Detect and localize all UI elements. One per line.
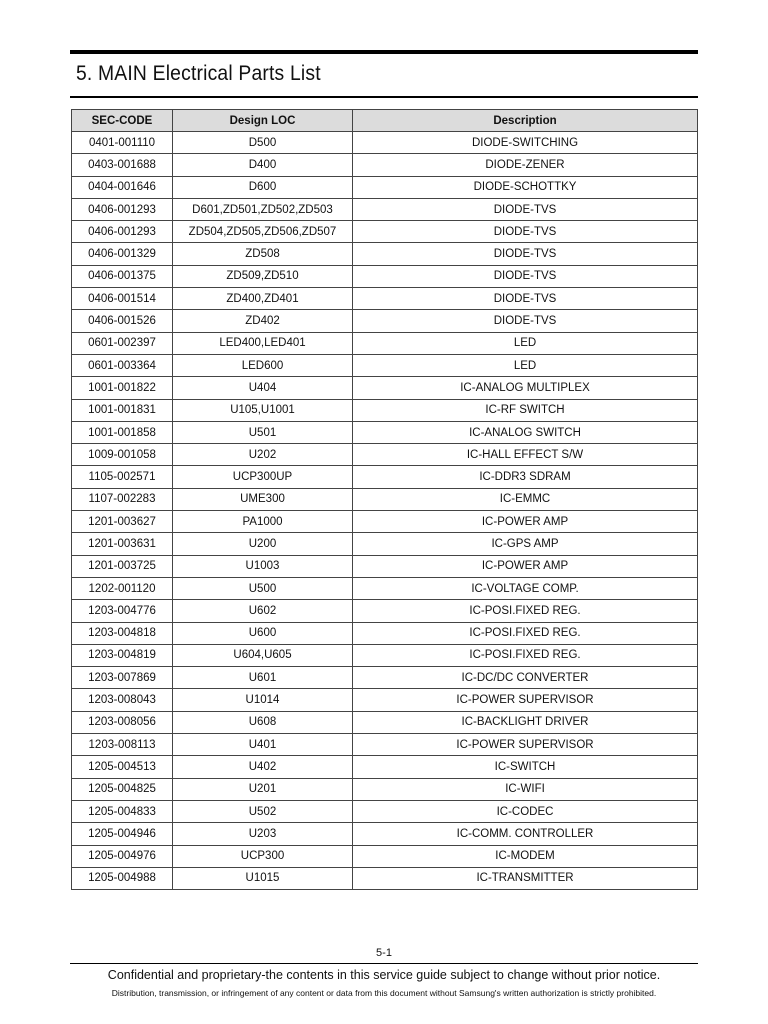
table-row	[72, 488, 698, 510]
design-loc-cell: U600	[173, 622, 353, 644]
table-body	[72, 132, 698, 890]
design-loc-cell: UME300	[173, 488, 353, 510]
sec-code-cell: 1203-004818	[72, 622, 173, 644]
description-cell: IC-BACKLIGHT DRIVER	[353, 711, 698, 733]
description-cell: DIODE-TVS	[353, 288, 698, 310]
sec-code-cell: 1001-001858	[72, 421, 173, 443]
design-loc-cell: UCP300UP	[173, 466, 353, 488]
description-cell: DIODE-SWITCHING	[353, 132, 698, 154]
table-row	[72, 711, 698, 733]
design-loc-cell: U202	[173, 444, 353, 466]
description-cell: IC-WIFI	[353, 778, 698, 800]
design-loc-cell: U601	[173, 667, 353, 689]
table-row	[72, 132, 698, 154]
description-cell: IC-HALL EFFECT S/W	[353, 444, 698, 466]
header-sec-code: SEC-CODE	[72, 110, 173, 132]
design-loc-cell: U201	[173, 778, 353, 800]
sec-code-cell: 0406-001375	[72, 265, 173, 287]
table-row	[72, 622, 698, 644]
design-loc-cell: ZD402	[173, 310, 353, 332]
sec-code-cell: 0406-001293	[72, 221, 173, 243]
header-row	[72, 110, 698, 132]
table-row	[72, 176, 698, 198]
sec-code-cell: 0406-001329	[72, 243, 173, 265]
description-cell: IC-POSI.FIXED REG.	[353, 600, 698, 622]
table-row	[72, 444, 698, 466]
sec-code-cell: 1107-002283	[72, 488, 173, 510]
sec-code-cell: 1205-004946	[72, 823, 173, 845]
design-loc-cell: ZD400,ZD401	[173, 288, 353, 310]
table-row	[72, 756, 698, 778]
footer-distribution-notice: Distribution, transmission, or infringement of any content or data from this document without Samsung's written authorization is strictly prohibited.	[111, 988, 657, 998]
design-loc-cell: U1015	[173, 867, 353, 889]
description-cell: IC-DC/DC CONVERTER	[353, 667, 698, 689]
table-row	[72, 243, 698, 265]
sec-code-cell: 0406-001526	[72, 310, 173, 332]
parts-table	[71, 109, 698, 890]
description-cell: DIODE-TVS	[353, 243, 698, 265]
table-row	[72, 288, 698, 310]
design-loc-cell: U500	[173, 577, 353, 599]
description-cell: DIODE-SCHOTTKY	[353, 176, 698, 198]
sec-code-cell: 1001-001831	[72, 399, 173, 421]
description-cell: DIODE-TVS	[353, 310, 698, 332]
design-loc-cell: U1003	[173, 555, 353, 577]
design-loc-cell: ZD504,ZD505,ZD506,ZD507	[173, 221, 353, 243]
design-loc-cell: U1014	[173, 689, 353, 711]
footer-confidential-notice: Confidential and proprietary-the contents in this service guide subject to change without prior notice.	[107, 968, 661, 982]
sec-code-cell: 1201-003725	[72, 555, 173, 577]
description-cell: IC-COMM. CONTROLLER	[353, 823, 698, 845]
sec-code-cell: 1009-001058	[72, 444, 173, 466]
header-design-loc: Design LOC	[173, 110, 353, 132]
design-loc-cell: U402	[173, 756, 353, 778]
title-rule	[70, 96, 698, 98]
description-cell: IC-VOLTAGE COMP.	[353, 577, 698, 599]
sec-code-cell: 1203-008043	[72, 689, 173, 711]
table-row	[72, 667, 698, 689]
sec-code-cell: 0601-002397	[72, 332, 173, 354]
design-loc-cell: LED400,LED401	[173, 332, 353, 354]
sec-code-cell: 1203-004819	[72, 644, 173, 666]
table-row	[72, 555, 698, 577]
sec-code-cell: 1205-004513	[72, 756, 173, 778]
sec-code-cell: 1205-004976	[72, 845, 173, 867]
design-loc-cell: U501	[173, 421, 353, 443]
design-loc-cell: D600	[173, 176, 353, 198]
sec-code-cell: 1001-001822	[72, 377, 173, 399]
sec-code-cell: 1203-007869	[72, 667, 173, 689]
design-loc-cell: LED600	[173, 354, 353, 376]
table-row	[72, 466, 698, 488]
table-row	[72, 800, 698, 822]
description-cell: IC-POWER AMP	[353, 511, 698, 533]
description-cell: IC-ANALOG SWITCH	[353, 421, 698, 443]
description-cell: IC-DDR3 SDRAM	[353, 466, 698, 488]
sec-code-cell: 1202-001120	[72, 577, 173, 599]
sec-code-cell: 1201-003627	[72, 511, 173, 533]
description-cell: LED	[353, 332, 698, 354]
sec-code-cell: 1205-004988	[72, 867, 173, 889]
design-loc-cell: U602	[173, 600, 353, 622]
description-cell: DIODE-TVS	[353, 221, 698, 243]
table-row	[72, 867, 698, 889]
description-cell: IC-TRANSMITTER	[353, 867, 698, 889]
design-loc-cell: UCP300	[173, 845, 353, 867]
description-cell: IC-POWER SUPERVISOR	[353, 689, 698, 711]
sec-code-cell: 0403-001688	[72, 154, 173, 176]
page-number: 5-1	[376, 947, 392, 959]
design-loc-cell: U401	[173, 734, 353, 756]
table-row	[72, 265, 698, 287]
description-cell: IC-POSI.FIXED REG.	[353, 644, 698, 666]
sec-code-cell: 0406-001293	[72, 198, 173, 220]
design-loc-cell: U203	[173, 823, 353, 845]
description-cell: DIODE-ZENER	[353, 154, 698, 176]
description-cell: IC-POWER SUPERVISOR	[353, 734, 698, 756]
table-row	[72, 845, 698, 867]
sec-code-cell: 0401-001110	[72, 132, 173, 154]
table-row	[72, 778, 698, 800]
sec-code-cell: 1205-004825	[72, 778, 173, 800]
description-cell: LED	[353, 354, 698, 376]
table-header	[72, 110, 698, 132]
table-row	[72, 511, 698, 533]
sec-code-cell: 1203-004776	[72, 600, 173, 622]
description-cell: IC-POSI.FIXED REG.	[353, 622, 698, 644]
sec-code-cell: 0404-001646	[72, 176, 173, 198]
sec-code-cell: 0601-003364	[72, 354, 173, 376]
table-row	[72, 577, 698, 599]
table-row	[72, 198, 698, 220]
design-loc-cell: D400	[173, 154, 353, 176]
table-row	[72, 823, 698, 845]
description-cell: IC-ANALOG MULTIPLEX	[353, 377, 698, 399]
design-loc-cell: D500	[173, 132, 353, 154]
table-row	[72, 221, 698, 243]
table-row	[72, 354, 698, 376]
table-row	[72, 689, 698, 711]
table-row	[72, 332, 698, 354]
description-cell: IC-RF SWITCH	[353, 399, 698, 421]
table-row	[72, 377, 698, 399]
sec-code-cell: 1203-008113	[72, 734, 173, 756]
description-cell: DIODE-TVS	[353, 198, 698, 220]
design-loc-cell: ZD509,ZD510	[173, 265, 353, 287]
sec-code-cell: 1105-002571	[72, 466, 173, 488]
sec-code-cell: 0406-001514	[72, 288, 173, 310]
page-title: 5. MAIN Electrical Parts List	[76, 62, 321, 85]
design-loc-cell: U502	[173, 800, 353, 822]
description-cell: IC-MODEM	[353, 845, 698, 867]
footer-rule	[70, 963, 698, 964]
description-cell: DIODE-TVS	[353, 265, 698, 287]
table-row	[72, 421, 698, 443]
description-cell: IC-EMMC	[353, 488, 698, 510]
design-loc-cell: D601,ZD501,ZD502,ZD503	[173, 198, 353, 220]
top-rule	[70, 50, 698, 54]
table-row	[72, 600, 698, 622]
description-cell: IC-GPS AMP	[353, 533, 698, 555]
description-cell: IC-CODEC	[353, 800, 698, 822]
header-description: Description	[353, 110, 698, 132]
design-loc-cell: U105,U1001	[173, 399, 353, 421]
table-row	[72, 154, 698, 176]
table-row	[72, 644, 698, 666]
design-loc-cell: U608	[173, 711, 353, 733]
design-loc-cell: ZD508	[173, 243, 353, 265]
description-cell: IC-SWITCH	[353, 756, 698, 778]
sec-code-cell: 1205-004833	[72, 800, 173, 822]
table-row	[72, 533, 698, 555]
table-row	[72, 310, 698, 332]
sec-code-cell: 1203-008056	[72, 711, 173, 733]
design-loc-cell: U200	[173, 533, 353, 555]
design-loc-cell: U404	[173, 377, 353, 399]
sec-code-cell: 1201-003631	[72, 533, 173, 555]
table-row	[72, 734, 698, 756]
description-cell: IC-POWER AMP	[353, 555, 698, 577]
table-row	[72, 399, 698, 421]
design-loc-cell: PA1000	[173, 511, 353, 533]
design-loc-cell: U604,U605	[173, 644, 353, 666]
